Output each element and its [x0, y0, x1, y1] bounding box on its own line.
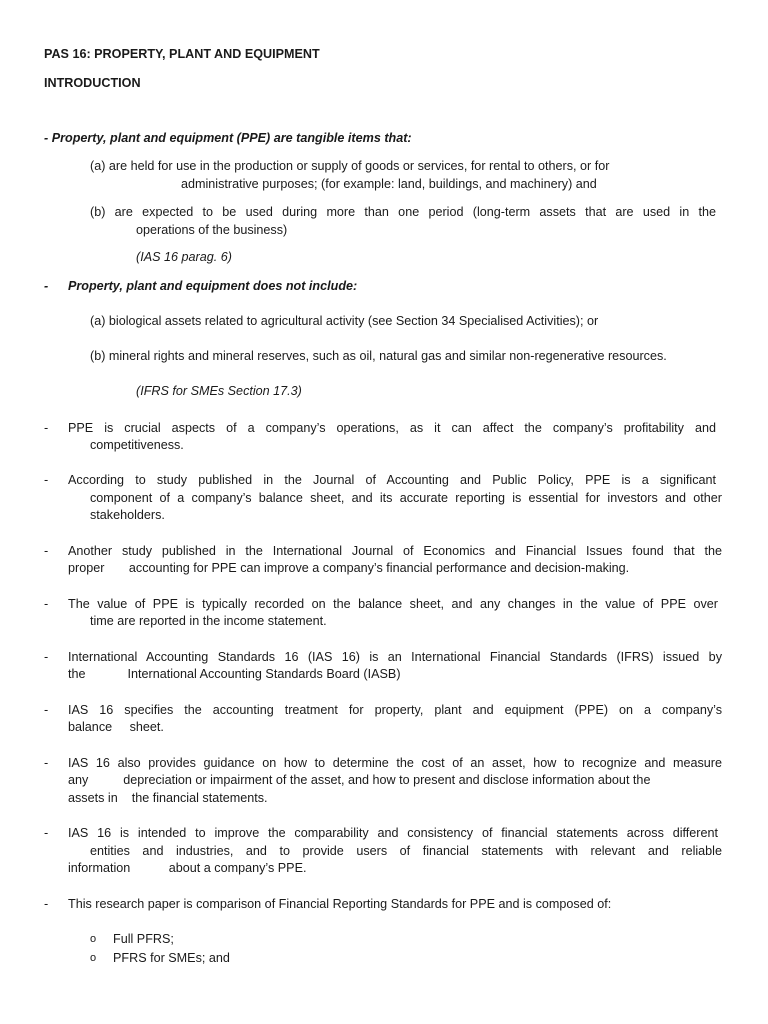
- list-item-1: Full PFRS;: [113, 932, 174, 946]
- point-8-marker: -: [44, 826, 49, 840]
- point-9-marker: -: [44, 897, 49, 911]
- list-item-2: PFRS for SMEs; and: [113, 951, 230, 965]
- point-8-line1: IAS 16 is intended to improve the comparability and consistency of financial statements across different: [68, 826, 718, 840]
- section-heading: INTRODUCTION: [44, 76, 141, 90]
- intro-marker: -: [44, 131, 49, 145]
- intro-item-a-line2: administrative purposes; (for example: land, buildings, and machinery) and: [181, 177, 597, 191]
- exclusions-item-a: (a) biological assets related to agricultural activity (see Section 34 Specialised Activities); or: [90, 314, 599, 328]
- point-6-line1: IAS 16 specifies the accounting treatment for property, plant and equipment (PPE) on a company’s: [68, 703, 722, 717]
- intro-item-b-line2: operations of the business): [136, 223, 288, 237]
- list-item-1-marker: o: [90, 933, 97, 945]
- point-4-marker: -: [44, 597, 49, 611]
- point-7-marker: -: [44, 756, 49, 770]
- list-item-2-marker: o: [90, 952, 97, 964]
- point-3-marker: -: [44, 544, 49, 558]
- intro-lead-text: Property, plant and equipment (PPE) are tangible items that:: [51, 131, 412, 145]
- intro-item-a-line1: (a) are held for use in the production or supply of goods or services, for rental to others, or for: [90, 159, 610, 173]
- intro-lead: [44, 130, 412, 147]
- point-3-line2: proper accounting for PPE can improve a company’s financial performance and decision-making.: [68, 561, 630, 575]
- point-7-line2: any depreciation or impairment of the asset, and how to present and disclose information about the: [68, 773, 651, 787]
- point-5-line1: International Accounting Standards 16 (IAS 16) is an International Financial Standards (IFRS) issued by: [68, 650, 722, 664]
- point-8-line2: entities and industries, and to provide users of financial statements with relevant and reliable: [90, 844, 722, 858]
- exclusions-marker: -: [44, 279, 49, 293]
- point-7-line1: IAS 16 also provides guidance on how to determine the cost of an asset, how to recognize and measure: [68, 756, 722, 770]
- point-8-line3: information about a company’s PPE.: [68, 861, 307, 875]
- point-2-line1: According to study published in the Journal of Accounting and Public Policy, PPE is a significant: [68, 473, 716, 487]
- intro-item-b-line1: (b) are expected to be used during more than one period (long-term assets that are used in the: [90, 205, 716, 219]
- point-2-line3: stakeholders.: [90, 508, 165, 522]
- document-title: PAS 16: PROPERTY, PLANT AND EQUIPMENT: [44, 47, 320, 61]
- point-4-line1: The value of PPE is typically recorded on the balance sheet, and any changes in the value of PPE over: [68, 597, 718, 611]
- point-4-line2: time are reported in the income statement.: [90, 614, 327, 628]
- point-7-line3: assets in the financial statements.: [68, 791, 268, 805]
- exclusions-item-b: (b) mineral rights and mineral reserves, such as oil, natural gas and similar non-regenerative resources.: [90, 349, 667, 363]
- point-1-line2: competitiveness.: [90, 438, 184, 452]
- point-1-line1: PPE is crucial aspects of a company’s operations, as it can affect the company’s profitability and: [68, 421, 716, 435]
- exclusions-lead: [44, 278, 358, 295]
- point-5-marker: -: [44, 650, 49, 664]
- point-5-line2: the International Accounting Standards Board (IASB): [68, 667, 401, 681]
- intro-reference: (IAS 16 parag. 6): [136, 250, 232, 264]
- exclusions-reference: (IFRS for SMEs Section 17.3): [136, 384, 302, 398]
- point-6-marker: -: [44, 703, 49, 717]
- point-2-marker: -: [44, 473, 49, 487]
- point-3-line1: Another study published in the International Journal of Economics and Financial Issues found that the: [68, 544, 722, 558]
- point-1-marker: -: [44, 421, 49, 435]
- exclusions-lead-text: Property, plant and equipment does not include:: [68, 279, 358, 293]
- point-2-line2: component of a company’s balance sheet, and its accurate reporting is essential for investors and other: [90, 491, 722, 505]
- point-9-line1: This research paper is comparison of Financial Reporting Standards for PPE and is composed of:: [68, 897, 612, 911]
- point-6-line2: balance sheet.: [68, 720, 164, 734]
